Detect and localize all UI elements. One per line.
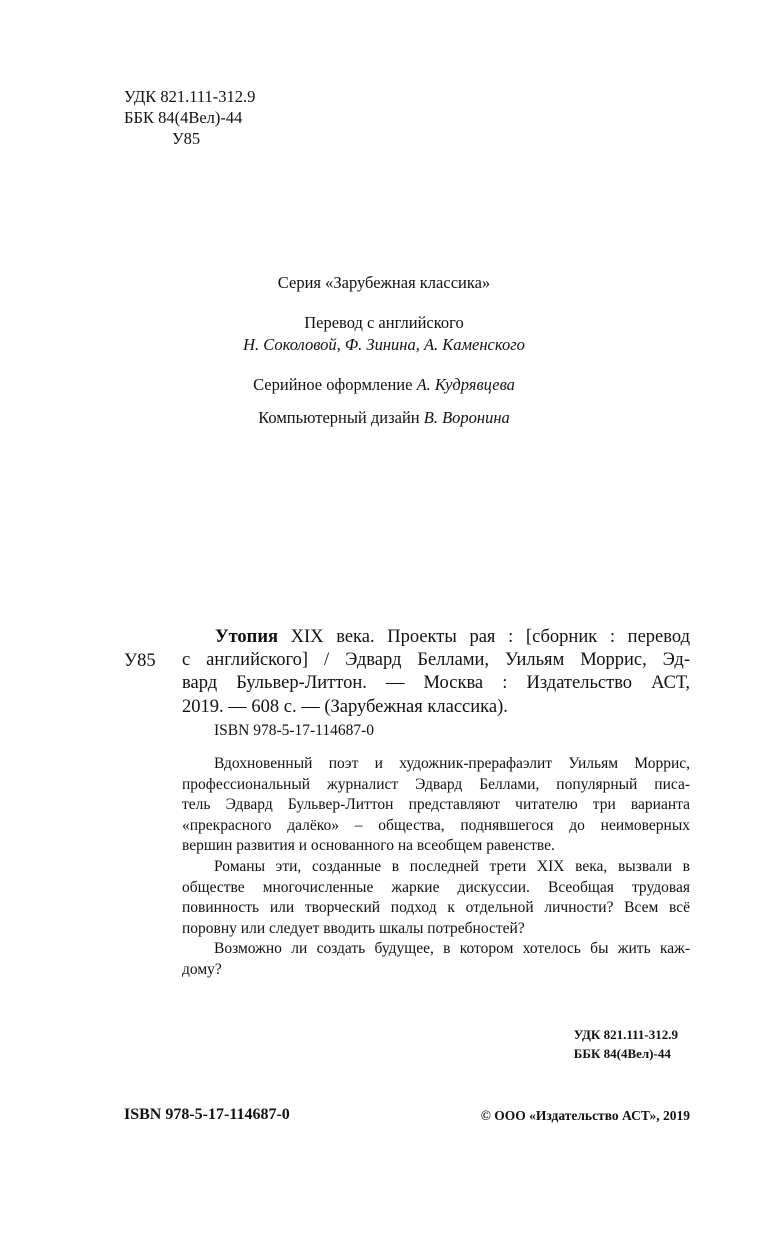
copyright: © ООО «Издательство АСТ», 2019 xyxy=(480,1108,690,1123)
computer-designer: В. Воронина xyxy=(423,408,510,427)
anno-p2-l1: Романы эти, созданные в последней трети XIX века, вызвали в xyxy=(214,857,690,875)
biblio-line-4: 2019. — 608 с. — (Зарубежная классика). xyxy=(182,696,508,717)
anno-p1-l4: «прекрасного далёко» – общества, поднявшегося до неимоверных xyxy=(182,816,690,834)
bibliographic-record xyxy=(215,626,690,649)
translators: Н. Соколовой, Ф. Зинина, А. Каменского xyxy=(243,335,525,354)
isbn-footer: ISBN 978-5-17-114687-0 xyxy=(124,1106,290,1123)
anno-p2-l2: обществе многочисленные жаркие дискуссии. Всеобщая трудовая xyxy=(182,878,690,896)
series-line: Серия «Зарубежная классика» xyxy=(277,273,491,292)
series-design-line xyxy=(0,374,768,396)
anno-p1-l3: тель Эдвард Бульвер-Литтон представляют читателю три варианта xyxy=(182,796,690,814)
biblio-line-1: Утопия XIX века. Проекты рая : [сборник : перевод xyxy=(215,627,690,647)
anno-p1-l2: профессиональный журналист Эдвард Беллами, популярный писа- xyxy=(182,775,690,793)
anno-p1-l5: вершин развития и основанного на всеобщем равенстве. xyxy=(182,837,555,855)
computer-design-label: Компьютерный дизайн xyxy=(258,408,420,427)
anno-p2-l3: повинность или творческий подход к отдельной личности? Всем всё xyxy=(182,899,690,917)
anno-p1-l1: Вдохновенный поэт и художник-прерафаэлит Уильям Моррис, xyxy=(214,755,690,772)
translation-label: Перевод с английского xyxy=(304,313,464,332)
series-design-label: Серийное оформление xyxy=(253,375,413,394)
isbn-biblio: ISBN 978-5-17-114687-0 xyxy=(214,722,375,739)
series-designer: А. Кудрявцева xyxy=(416,375,515,394)
bbk-code-top: ББК 84(4Вел)-44 xyxy=(124,108,243,127)
udk-code-bottom: УДК 821.111-312.9 xyxy=(573,1027,678,1042)
book-title: Утопия xyxy=(215,627,278,647)
anno-p2-l4: поровну или следует вводить шкалы потребностей? xyxy=(182,919,525,937)
author-mark-biblio: У85 xyxy=(124,651,156,671)
bibliographic-record-cont xyxy=(182,649,690,719)
biblio-line-3: вард Бульвер-Литтон. — Москва : Издательство АСТ, xyxy=(182,673,690,694)
bbk-code-bottom: ББК 84(4Вел)-44 xyxy=(573,1046,671,1061)
footer-codes xyxy=(574,1025,678,1063)
annotation xyxy=(182,754,690,981)
credits-block xyxy=(0,272,768,429)
biblio-line-2: с английского] / Эдвард Беллами, Уильям Моррис, Эд- xyxy=(182,650,690,670)
udk-code-top: УДК 821.111-312.9 xyxy=(124,87,256,106)
computer-design-line xyxy=(0,407,768,429)
anno-p3-l1: Возможно ли создать будущее, в котором хотелось бы жить каж- xyxy=(214,940,690,958)
anno-p3-l2: дому? xyxy=(182,960,222,978)
author-mark-top: У85 xyxy=(172,129,201,148)
